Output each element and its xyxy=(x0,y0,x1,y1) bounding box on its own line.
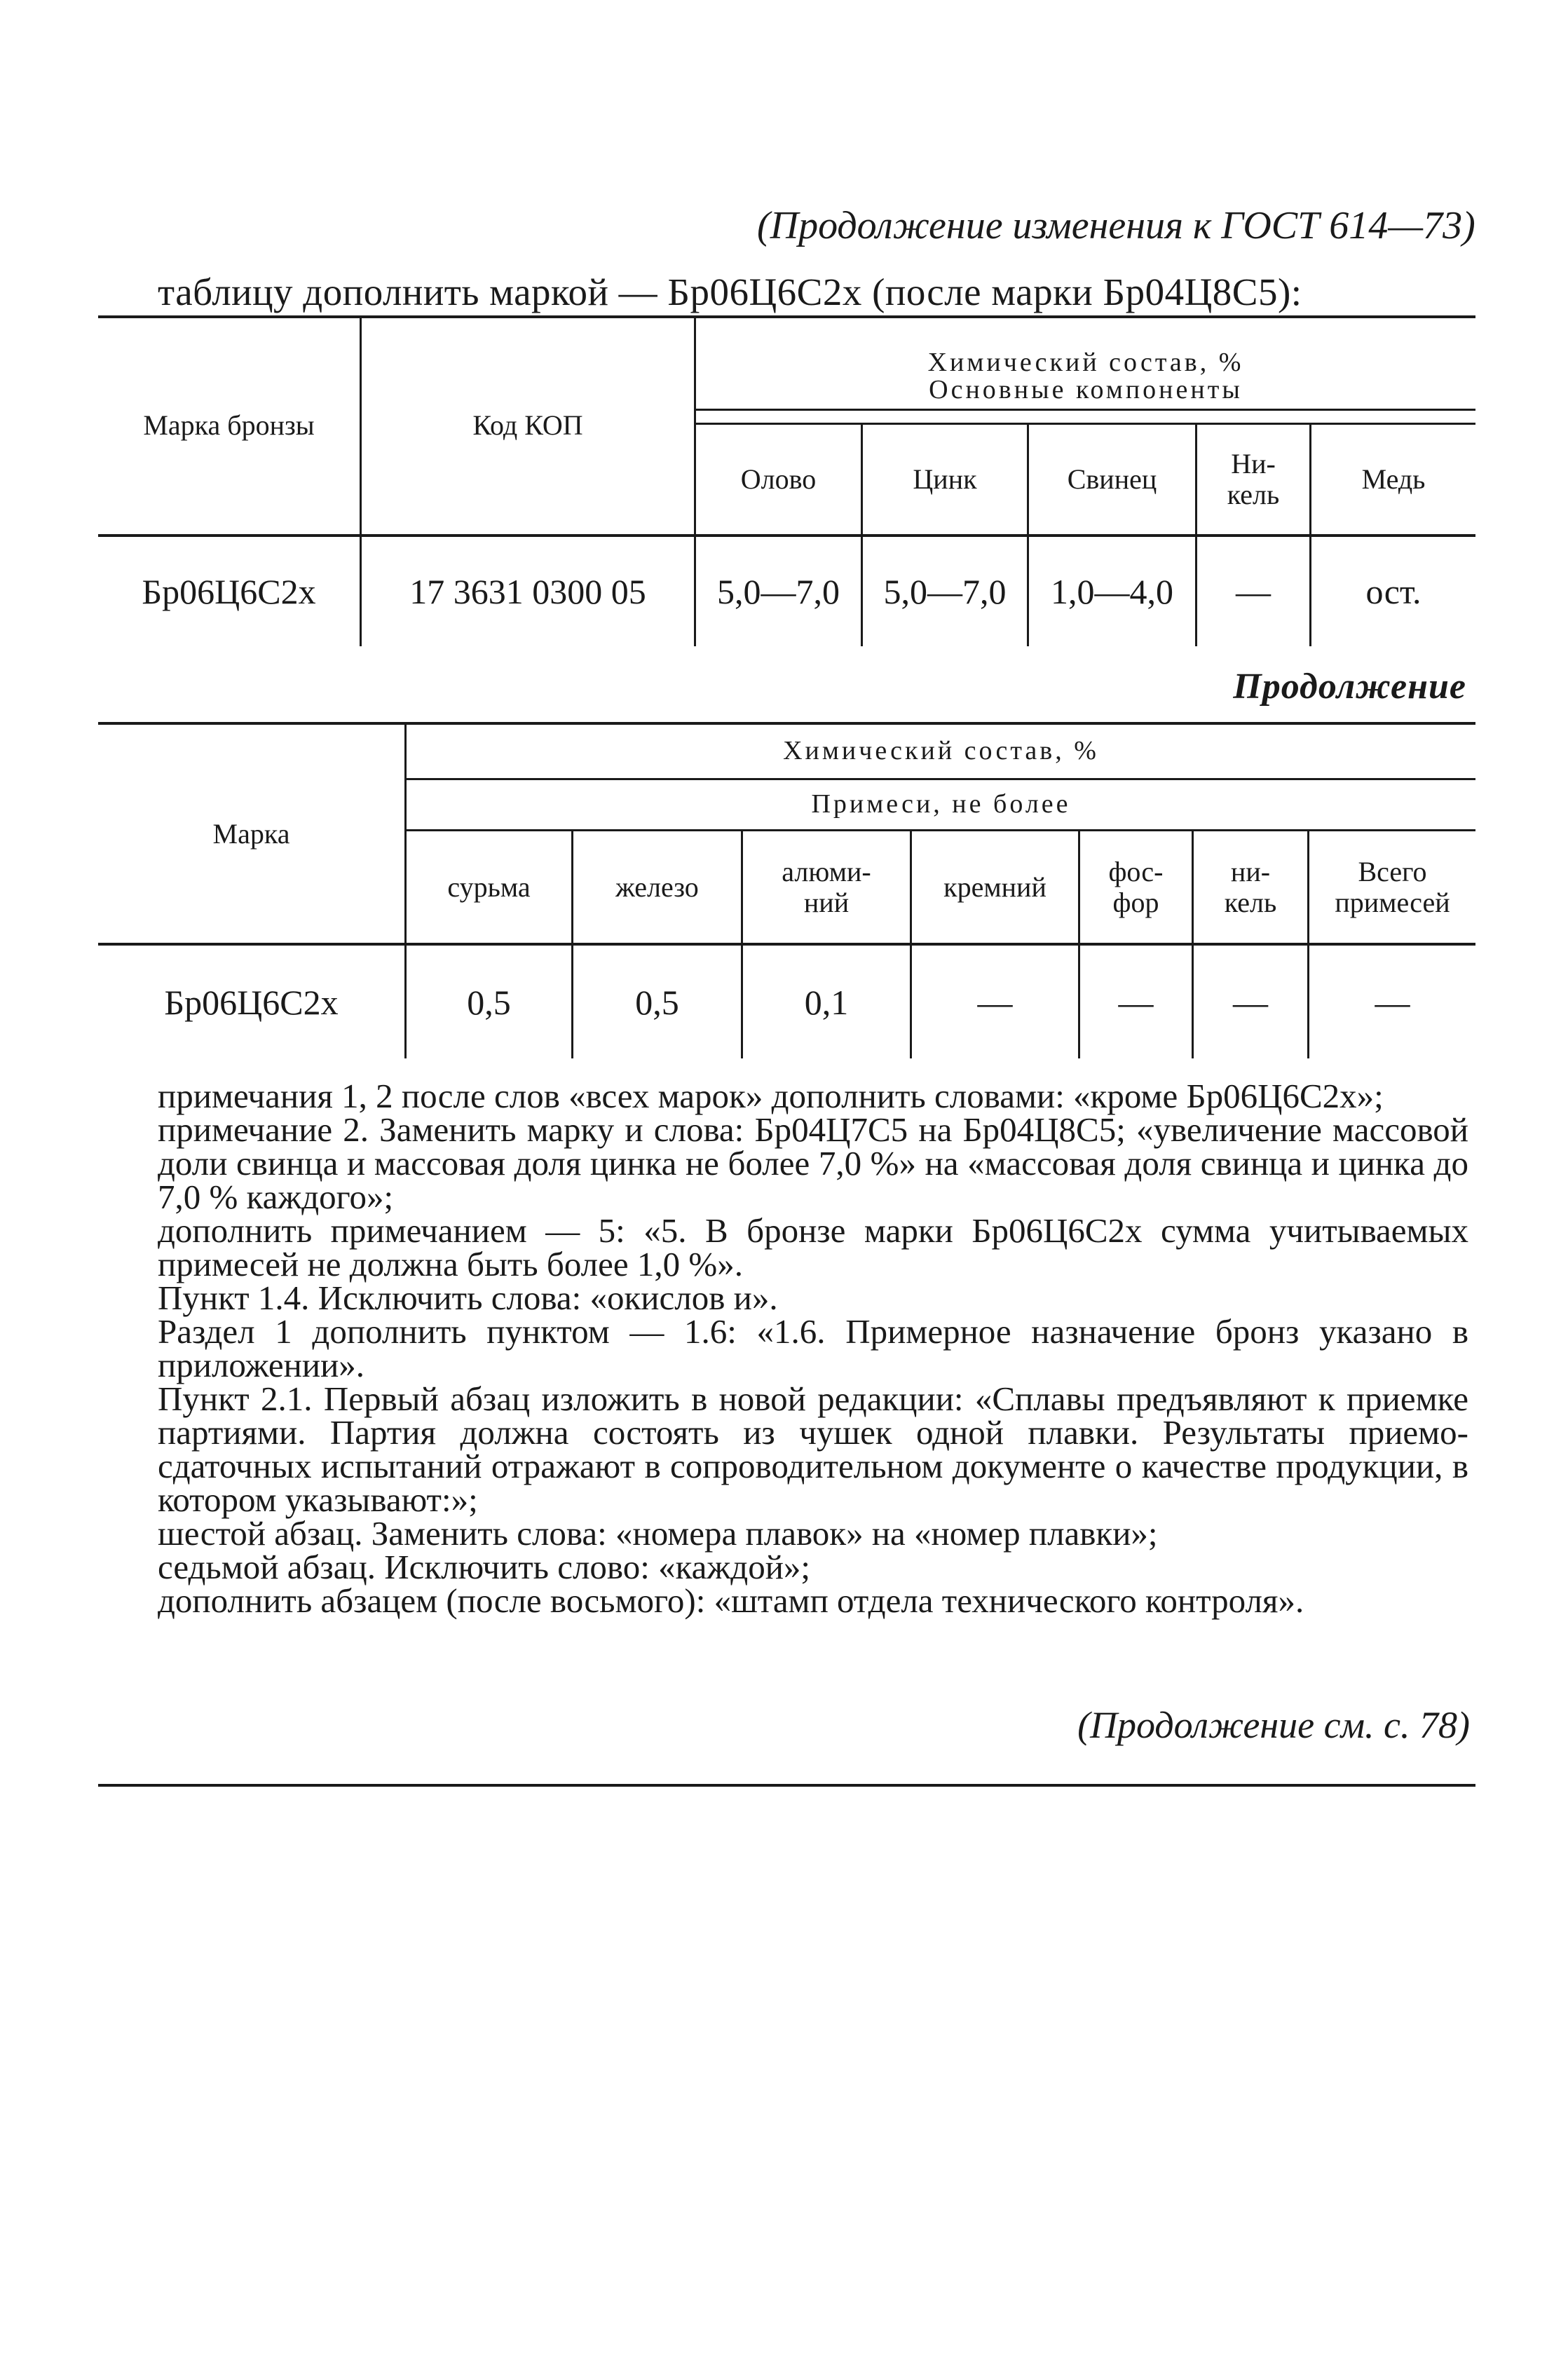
table-continuation-label: Продолжение xyxy=(1233,667,1466,707)
table2-col-iron: железо xyxy=(615,871,699,903)
table2-row-phosphorus: — xyxy=(1118,982,1154,1022)
page-continuation-header: (Продолжение изменения к ГОСТ 614—73) xyxy=(757,204,1475,247)
paragraph: седьмой абзац. Исключить слово: «каждой»; xyxy=(158,1548,811,1586)
table2-row-brand: Бр06Ц6С2х xyxy=(164,982,339,1022)
table2-row-nickel: — xyxy=(1233,982,1268,1022)
table2-col-brand: Марка xyxy=(212,817,290,850)
table1-col-code: Код КОП xyxy=(472,409,583,442)
table2-row-aluminium: 0,1 xyxy=(804,982,849,1022)
table1-col-copper: Медь xyxy=(1361,463,1426,495)
table1-row-brand: Бр06Ц6С2х xyxy=(142,572,316,611)
table2-group-chem: Химический состав, % xyxy=(783,736,1099,766)
table2-row-iron: 0,5 xyxy=(635,982,679,1022)
table1-row-code: 17 3631 0300 05 xyxy=(409,572,646,611)
table2-col-phosphorus: фос- фор xyxy=(1108,856,1164,918)
table1-row-tin: 5,0—7,0 xyxy=(717,572,840,611)
paragraph: Пункт 2.1. Первый абзац изложить в новой редакции: «Сплавы предъявляют к приемке партиями. Партия должна состоять из чушек одной плавки. Результаты приемо-сдаточных испытаний отражают в сопроводительном документе о качестве продукции, в котором указывают:»; xyxy=(158,1379,1468,1519)
table-intro-line: таблицу дополнить маркой — Бр06Ц6С2х (после марки Бр04Ц8С5): xyxy=(158,271,1302,313)
paragraph: дополнить примечанием — 5: «5. В бронзе марки Бр06Ц6С2х сумма учитываемых примесей не должна быть более 1,0 %». xyxy=(158,1211,1468,1283)
amendment-text xyxy=(158,1079,1468,1618)
paragraph: шестой абзац. Заменить слова: «номера плавок» на «номер плавки»; xyxy=(158,1514,1158,1553)
table2-col-antimony: сурьма xyxy=(447,871,531,903)
table2-row-antimony: 0,5 xyxy=(467,982,511,1022)
table1-row-lead: 1,0—4,0 xyxy=(1051,572,1173,611)
table2-col-nickel: ни- кель xyxy=(1224,856,1277,918)
table1-col-brand: Марка бронзы xyxy=(143,409,315,442)
table1-group-main: Основные компоненты xyxy=(929,375,1243,405)
table1-row-nickel: — xyxy=(1236,572,1271,611)
table2-col-aluminium: алюми- ний xyxy=(782,856,871,918)
paragraph: Раздел 1 дополнить пунктом — 1.6: «1.6. Примерное назначение бронз указано в приложении». xyxy=(158,1312,1468,1384)
table1-col-tin: Олово xyxy=(740,463,817,495)
paragraph: дополнить абзацем (после восьмого): «штамп отдела технического контроля». xyxy=(158,1581,1304,1620)
paragraph: Пункт 1.4. Исключить слова: «окислов и». xyxy=(158,1279,778,1317)
table2-row-total: — xyxy=(1375,982,1410,1022)
table2-row-silicon: — xyxy=(977,982,1013,1022)
table1-col-nickel: Ни- кель xyxy=(1227,448,1280,510)
page-continuation-footer: (Продолжение см. с. 78) xyxy=(1077,1704,1470,1746)
table2-col-silicon: кремний xyxy=(943,871,1047,903)
table2-group-impurities: Примеси, не более xyxy=(811,789,1071,819)
table1-row-zinc: 5,0—7,0 xyxy=(883,572,1007,611)
table2-col-total: Всего примесей xyxy=(1335,856,1450,918)
table1-col-zinc: Цинк xyxy=(913,463,977,495)
footer-rule xyxy=(98,1784,1475,1787)
paragraph: примечание 2. Заменить марку и слова: Бр04Ц7С5 на Бр04Ц8С5; «увеличение массовой доли свинца и массовая доля цинка не более 7,0 %» на «массовая доля свинца и цинка до 7,0 % каждого»; xyxy=(158,1110,1468,1216)
table1-group-chem: Химический состав, % xyxy=(927,347,1244,377)
table1-col-lead: Свинец xyxy=(1067,463,1157,495)
paragraph: примечания 1, 2 после слов «всех марок» дополнить словами: «кроме Бр06Ц6С2х»; xyxy=(158,1077,1384,1115)
table1-row-copper: ост. xyxy=(1365,572,1422,611)
